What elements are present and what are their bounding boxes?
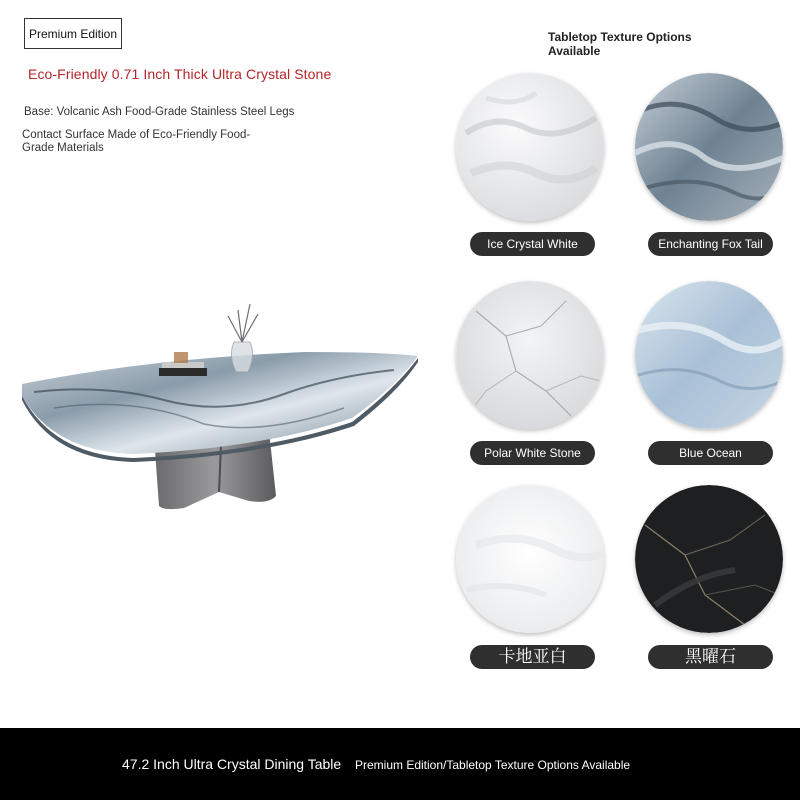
texture-options-title: Tabletop Texture Options Available bbox=[548, 30, 692, 58]
swatch-enchanting-fox-tail[interactable] bbox=[635, 73, 783, 221]
swatch-blue-ocean[interactable] bbox=[635, 281, 783, 429]
dining-table-illustration bbox=[14, 296, 424, 526]
swatch-obsidian[interactable] bbox=[635, 485, 783, 633]
white-marble-icon bbox=[456, 73, 604, 221]
swatch-ice-crystal-white[interactable] bbox=[456, 73, 604, 221]
label-obsidian: 黑曜石 bbox=[648, 645, 773, 669]
label-enchanting-fox-tail: Enchanting Fox Tail bbox=[648, 232, 773, 256]
label-blue-ocean: Blue Ocean bbox=[648, 441, 773, 465]
black-gold-marble-icon bbox=[635, 485, 783, 633]
footer-bar bbox=[0, 728, 800, 800]
label-cartier-white: 卡地亚白 bbox=[470, 645, 595, 669]
pure-white-marble-icon bbox=[456, 485, 604, 633]
dining-table-image bbox=[14, 296, 424, 526]
light-blue-marble-icon bbox=[635, 281, 783, 429]
swatch-cartier-white[interactable] bbox=[456, 485, 604, 633]
product-headline: Eco-Friendly 0.71 Inch Thick Ultra Crystal Stone bbox=[28, 66, 332, 82]
base-spec: Base: Volcanic Ash Food-Grade Stainless Steel Legs bbox=[24, 106, 295, 118]
footer-subtitle: Premium Edition/Tabletop Texture Options Available bbox=[355, 758, 631, 772]
surface-spec: Contact Surface Made of Eco-Friendly Food-Grade Materials bbox=[22, 129, 251, 154]
footer-product-title: 47.2 Inch Ultra Crystal Dining Table bbox=[122, 756, 342, 772]
white-veined-marble-icon bbox=[456, 281, 604, 429]
label-ice-crystal-white: Ice Crystal White bbox=[470, 232, 595, 256]
swatch-polar-white-stone[interactable] bbox=[456, 281, 604, 429]
edition-badge: Premium Edition bbox=[24, 18, 122, 49]
blue-gray-wave-marble-icon bbox=[635, 73, 783, 221]
label-polar-white-stone: Polar White Stone bbox=[470, 441, 595, 465]
